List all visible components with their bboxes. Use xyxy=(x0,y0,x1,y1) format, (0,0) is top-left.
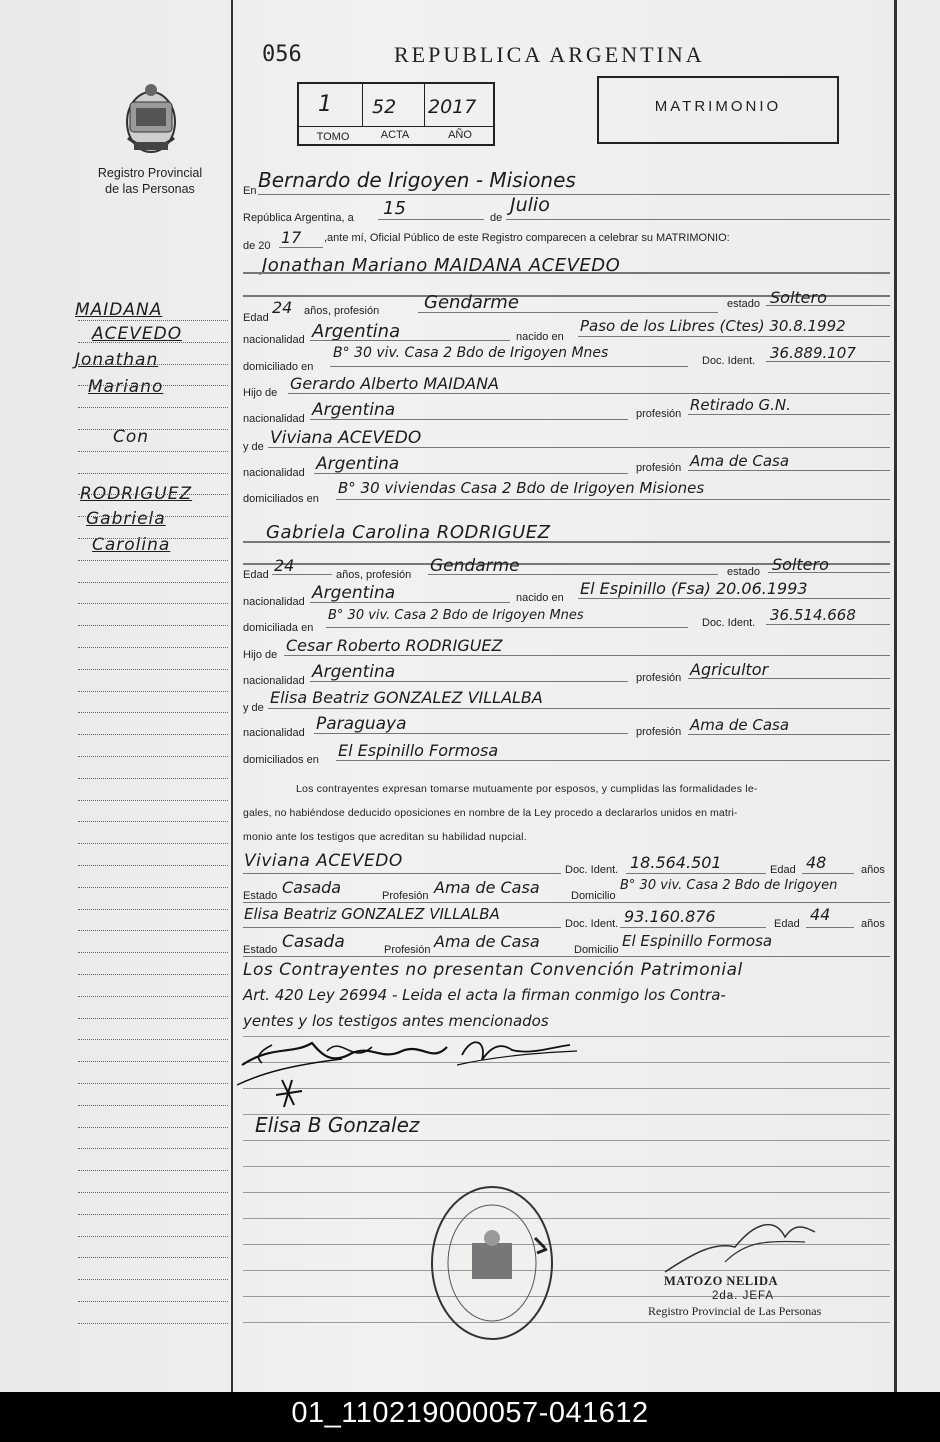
wife-mother-nacionalidad-label: nacionalidad xyxy=(243,727,305,739)
wife-hijo-label: Hijo de xyxy=(243,649,278,661)
margin-rule-line xyxy=(78,407,228,408)
wife-age: 24 xyxy=(274,556,295,575)
wife-full-name: Gabriela Carolina RODRIGUEZ xyxy=(266,522,551,543)
husband-nationality: Argentina xyxy=(312,321,401,342)
wife-nacido-label: nacido en xyxy=(516,592,564,604)
margin-rule-line xyxy=(78,494,228,495)
witness1-domicilio-label: Domicilio xyxy=(571,890,616,902)
margin-husband-surname1: MAIDANA xyxy=(75,300,163,320)
margin-rule-line xyxy=(78,603,228,604)
wife-mother-profesion-label: profesión xyxy=(636,726,682,738)
wife-doc: 36.514.668 xyxy=(770,606,856,624)
month-de-label: de xyxy=(490,212,503,224)
margin-rule-line xyxy=(78,909,228,910)
husband-doc-label: Doc. Ident. xyxy=(702,355,756,367)
husband-father-nationality: Argentina xyxy=(312,400,396,420)
margin-rule-line xyxy=(78,1323,228,1324)
wife-domicilio-label: domiciliada en xyxy=(243,622,314,634)
margin-husband-name2: Mariano xyxy=(88,377,164,397)
witness1-doc: 18.564.501 xyxy=(630,853,722,872)
husband-father: Gerardo Alberto MAIDANA xyxy=(290,374,499,393)
margin-rule-line xyxy=(78,1083,228,1084)
acta-label: ACTA xyxy=(380,129,410,141)
wife-mother: Elisa Beatriz GONZALEZ VILLALBA xyxy=(270,688,543,707)
margin-rule-line xyxy=(78,1279,228,1280)
margin-rule-line xyxy=(78,625,228,626)
husband-mother-profession: Ama de Casa xyxy=(690,452,790,470)
official-signature-icon xyxy=(655,1212,825,1282)
margin-rule-line xyxy=(78,843,228,844)
declaration-line3: monio ante los testigos que acreditan su habilidad nupcial. xyxy=(243,831,527,843)
husband-mother-nationality: Argentina xyxy=(316,454,400,474)
margin-rule-line xyxy=(78,429,228,430)
wife-estado-label: estado xyxy=(727,566,761,578)
notes-line2: Art. 420 Ley 26994 - Leida el acta la firman conmigo los Contra- xyxy=(243,986,726,1004)
body-rule-line xyxy=(243,1296,890,1297)
anio-value: 2017 xyxy=(428,96,477,118)
wife-parents-domicilio-label: domiciliados en xyxy=(243,754,319,766)
husband-birth: Paso de los Libres (Ctes) 30.8.1992 xyxy=(580,317,846,335)
margin-wife-name1: Gabriela xyxy=(86,509,166,529)
wife-mother-profession: Ama de Casa xyxy=(690,716,790,734)
signatures-icon xyxy=(232,1025,592,1165)
husband-mother-nacionalidad-label: nacionalidad xyxy=(243,467,305,479)
wife-father-nacionalidad-label: nacionalidad xyxy=(243,675,305,687)
margin-rule-line xyxy=(78,320,228,321)
country-title: REPUBLICA ARGENTINA xyxy=(394,42,705,67)
husband-mother-label: y de xyxy=(243,441,264,453)
declaration-line2: gales, no habiéndose deducido oposiciones en nombre de la Ley procedo a declararlos unidos en matri- xyxy=(243,807,738,819)
wife-father-profesion-label: profesión xyxy=(636,672,682,684)
wife-profesion-label: años, profesión xyxy=(336,569,412,581)
wife-civil-status: Soltero xyxy=(772,555,829,574)
husband-domicilio-label: domiciliado en xyxy=(243,361,314,373)
margin-rule-line xyxy=(78,800,228,801)
notes-line1: Los Contrayentes no presentan Convención Patrimonial xyxy=(243,960,743,980)
husband-father-profession: Retirado G.N. xyxy=(690,396,791,414)
witness1-profesion-label: Profesión xyxy=(382,890,429,902)
tomo-label: TOMO xyxy=(316,131,350,143)
margin-rule-line xyxy=(78,516,228,517)
margin-rule-line xyxy=(78,364,228,365)
document-id: 01_110219000057-041612 xyxy=(291,1397,649,1429)
witness-signature: Elisa B Gonzalez xyxy=(255,1113,420,1137)
witness2-doc-label: Doc. Ident. xyxy=(565,918,619,930)
witness2-edad-label: Edad xyxy=(774,918,800,930)
office-line1: Registro Provincial xyxy=(97,166,203,180)
margin-rule-line xyxy=(78,691,228,692)
margin-rule-line xyxy=(78,974,228,975)
seal-text xyxy=(430,1178,431,1179)
margin-rule-line xyxy=(78,669,228,670)
margin-wife-name2: Carolina xyxy=(92,535,171,555)
margin-rule-line xyxy=(78,1192,228,1193)
wife-nacionalidad-label: nacionalidad xyxy=(243,596,305,608)
margin-rule-line xyxy=(78,1127,228,1128)
wife-parents-address: El Espinillo Formosa xyxy=(338,741,499,760)
margin-rule-line xyxy=(78,756,228,757)
witness2-doc: 93.160.876 xyxy=(624,907,716,926)
witness1-age: 48 xyxy=(806,853,827,872)
witness2-name: Elisa Beatriz GONZALEZ VILLALBA xyxy=(244,905,500,923)
left-column-border xyxy=(231,0,233,1392)
margin-rule-line xyxy=(78,734,228,735)
margin-rule-line xyxy=(78,473,228,474)
witness1-doc-label: Doc. Ident. xyxy=(565,864,619,876)
body-rule-line xyxy=(243,1166,890,1167)
margin-husband-name1: Jonathan xyxy=(75,350,159,370)
margin-rule-line xyxy=(78,342,228,343)
husband-civil-status: Soltero xyxy=(770,288,827,307)
witness1-estado-label: Estado xyxy=(243,890,278,902)
husband-profesion-label: años, profesión xyxy=(304,305,380,317)
wife-mother-nationality: Paraguaya xyxy=(316,714,407,734)
margin-rule-line xyxy=(78,538,228,539)
wife-address: B° 30 viv. Casa 2 Bdo de Irigoyen Mnes xyxy=(328,608,584,623)
day-value: 15 xyxy=(383,198,406,219)
witness2-profesion-label: Profesión xyxy=(384,944,431,956)
margin-rule-line xyxy=(78,385,228,386)
witness1-edad-label: Edad xyxy=(770,864,796,876)
witness1-address: B° 30 viv. Casa 2 Bdo de Irigoyen xyxy=(620,878,838,893)
husband-parents-domicilio-label: domiciliados en xyxy=(243,493,319,505)
husband-edad-label: Edad xyxy=(243,312,269,324)
wife-profession: Gendarme xyxy=(430,556,520,576)
margin-rule-line xyxy=(78,1257,228,1258)
misiones-coat-of-arms-icon xyxy=(118,80,184,160)
year-suffix: 17 xyxy=(281,228,302,247)
notes-line3: yentes y los testigos antes mencionados xyxy=(243,1012,549,1030)
witness2-age: 44 xyxy=(810,905,831,924)
margin-rule-line xyxy=(78,560,228,561)
wife-nationality: Argentina xyxy=(312,583,396,603)
husband-profession: Gendarme xyxy=(424,292,519,313)
witness2-estado-label: Estado xyxy=(243,944,278,956)
official-seal-icon xyxy=(425,1183,560,1348)
wife-birth: El Espinillo (Fsa) 20.06.1993 xyxy=(580,579,808,598)
margin-rule-line xyxy=(78,952,228,953)
place-value: Bernardo de Irigoyen - Misiones xyxy=(258,168,576,192)
margin-rule-line xyxy=(78,1148,228,1149)
en-label: En xyxy=(243,185,257,197)
husband-mother-profesion-label: profesión xyxy=(636,462,682,474)
margin-rule-line xyxy=(78,930,228,931)
husband-mother: Viviana ACEVEDO xyxy=(270,428,422,448)
witness2-domicilio-label: Domicilio xyxy=(574,944,619,956)
husband-nacido-label: nacido en xyxy=(516,331,564,343)
margin-wife-surname: RODRIGUEZ xyxy=(80,484,193,504)
margin-rule-line xyxy=(78,821,228,822)
year-prefix: de 20 xyxy=(243,240,271,252)
witness2-anos-label: años xyxy=(861,918,885,930)
witness2-address: El Espinillo Formosa xyxy=(622,932,773,950)
number-stamp: 056 xyxy=(262,42,302,67)
witness1-civil-status: Casada xyxy=(282,878,342,897)
husband-address: B° 30 viv. Casa 2 Bdo de Irigoyen Mnes xyxy=(333,345,609,361)
tomo-value: 1 xyxy=(318,92,332,117)
anio-label: AÑO xyxy=(448,129,472,141)
margin-rule-line xyxy=(78,582,228,583)
husband-hijo-label: Hijo de xyxy=(243,387,278,399)
right-page-border xyxy=(894,0,897,1392)
witness2-profession: Ama de Casa xyxy=(434,932,540,951)
margin-rule-line xyxy=(78,712,228,713)
month-value: Julio xyxy=(510,194,550,216)
margin-rule-line xyxy=(78,1039,228,1040)
margin-rule-line xyxy=(78,996,228,997)
margin-husband-surname2: ACEVEDO xyxy=(92,324,183,344)
preamble-text: ,ante mí, Oficial Público de este Registro comparecen a celebrar su MATRIMONIO: xyxy=(324,232,730,244)
husband-age: 24 xyxy=(272,298,293,317)
wife-father-nationality: Argentina xyxy=(312,662,396,682)
official-office: Registro Provincial de Las Personas xyxy=(648,1304,822,1318)
wife-mother-label: y de xyxy=(243,702,264,714)
margin-rule-line xyxy=(78,778,228,779)
body-rule-line xyxy=(243,1322,890,1323)
husband-father-profesion-label: profesión xyxy=(636,408,682,420)
official-name: MATOZO NELIDA xyxy=(664,1274,779,1288)
margin-rule-line xyxy=(78,1301,228,1302)
margin-rule-line xyxy=(78,887,228,888)
registry-office-label xyxy=(70,165,230,197)
margin-rule-line xyxy=(78,451,228,452)
margin-connector: Con xyxy=(113,427,150,447)
witness1-name: Viviana ACEVEDO xyxy=(244,851,403,871)
wife-father-profession: Agricultor xyxy=(690,660,769,679)
republica-label: República Argentina, a xyxy=(243,212,354,224)
footer-bar xyxy=(0,1392,940,1442)
declaration-line1: Los contrayentes expresan tomarse mutuamente por esposos, y cumplidas las formalidades le- xyxy=(296,783,758,795)
body-rule-line xyxy=(243,1192,890,1193)
husband-nacionalidad-label: nacionalidad xyxy=(243,334,305,346)
witness1-profession: Ama de Casa xyxy=(434,878,540,897)
official-title: 2da. JEFA xyxy=(712,1290,775,1302)
office-line2: de las Personas xyxy=(105,182,195,196)
husband-full-name: Jonathan Mariano MAIDANA ACEVEDO xyxy=(262,255,621,276)
wife-edad-label: Edad xyxy=(243,569,269,581)
husband-father-nacionalidad-label: nacionalidad xyxy=(243,413,305,425)
margin-rule-line xyxy=(78,1214,228,1215)
margin-rule-line xyxy=(78,1236,228,1237)
margin-rule-line xyxy=(78,647,228,648)
margin-rule-line xyxy=(78,1061,228,1062)
witness1-anos-label: años xyxy=(861,864,885,876)
margin-rule-line xyxy=(78,1105,228,1106)
witness2-civil-status: Casada xyxy=(282,932,345,952)
margin-rule-line xyxy=(78,865,228,866)
act-type: MATRIMONIO xyxy=(654,98,782,115)
wife-father: Cesar Roberto RODRIGUEZ xyxy=(286,636,503,655)
margin-rule-line xyxy=(78,1018,228,1019)
husband-parents-address: B° 30 viviendas Casa 2 Bdo de Irigoyen Misiones xyxy=(338,479,705,497)
husband-estado-label: estado xyxy=(727,298,761,310)
margin-rule-line xyxy=(78,1170,228,1171)
husband-doc: 36.889.107 xyxy=(770,344,856,362)
acta-value: 52 xyxy=(372,96,397,118)
wife-doc-label: Doc. Ident. xyxy=(702,617,756,629)
